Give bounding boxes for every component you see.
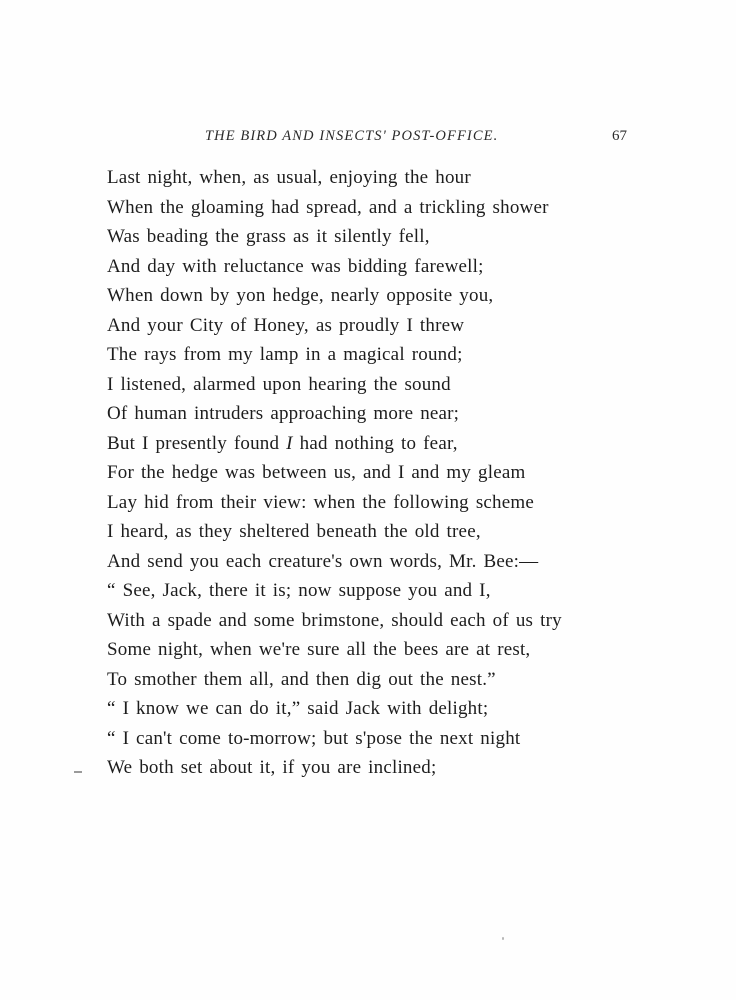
poem-line: Of human intruders approaching more near; (107, 403, 460, 424)
poem-line: And day with reluctance was bidding farewell; (107, 255, 484, 277)
poem-line: But I presently found I had nothing to fear, (107, 432, 458, 454)
poem-text (107, 163, 667, 783)
poem-line: For the hedge was between us, and I and my gleam (107, 462, 526, 483)
poem-line: Some night, when we're sure all the bees are at rest, (107, 639, 531, 660)
poem-line: With a spade and some brimstone, should each of us try (107, 609, 562, 631)
poem-line: When the gloaming had spread, and a trickling shower (107, 196, 549, 218)
poem-line: We both set about it, if you are inclined; (107, 757, 437, 778)
margin-mark (74, 771, 82, 773)
poem-line: “ I can't come to-morrow; but s'pose the next night (107, 727, 521, 749)
poem-line: When down by yon hedge, nearly opposite you, (107, 285, 494, 306)
poem-line: “ See, Jack, there it is; now suppose you and I, (107, 580, 491, 601)
poem-line: I listened, alarmed upon hearing the sound (107, 373, 451, 395)
page-number: 67 (612, 128, 627, 144)
poem-line: The rays from my lamp in a magical round; (107, 344, 463, 365)
emphasized-word: I (286, 432, 293, 454)
poem-line: To smother them all, and then dig out the nest.” (107, 668, 496, 690)
running-head-title: THE BIRD AND INSECTS' POST-OFFICE. (205, 128, 499, 144)
poem-line: And your City of Honey, as proudly I threw (107, 314, 465, 336)
poem-line: Was beading the grass as it silently fell, (107, 226, 430, 247)
print-speck (502, 937, 504, 940)
poem-line: I heard, as they sheltered beneath the old tree, (107, 521, 481, 542)
poem-line: Lay hid from their view: when the following scheme (107, 491, 535, 513)
poem-line: “ I know we can do it,” said Jack with delight; (107, 698, 489, 719)
poem-line: And send you each creature's own words, Mr. Bee:— (107, 550, 539, 572)
running-head (0, 128, 736, 152)
poem-line: Last night, when, as usual, enjoying the hour (107, 167, 471, 188)
